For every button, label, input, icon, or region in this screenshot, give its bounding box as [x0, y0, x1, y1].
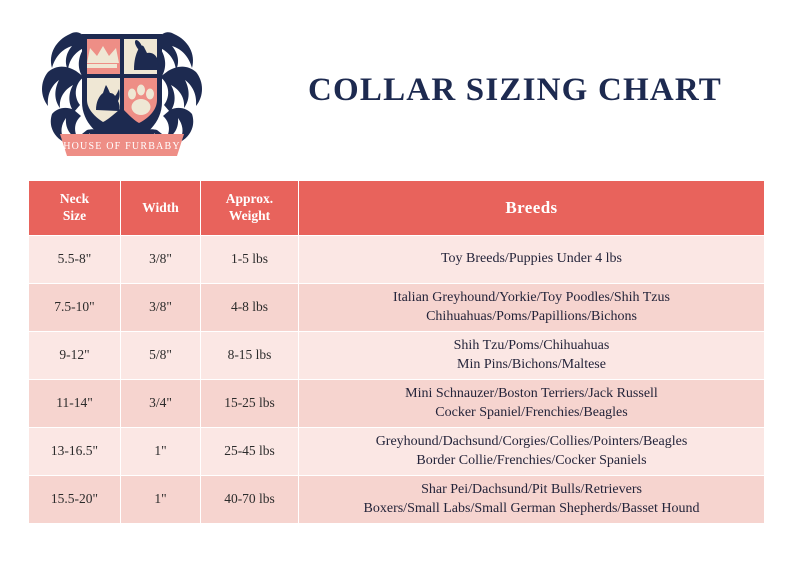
breeds-line: Greyhound/Dachsund/Corgies/Collies/Pointers/Beagles	[375, 433, 688, 449]
cell-breeds	[299, 476, 765, 524]
header-line: Size	[62, 208, 87, 223]
cell-breeds	[299, 380, 765, 428]
cell-weight: 15-25 lbs	[201, 380, 299, 428]
cell-width: 3/8"	[121, 236, 201, 284]
cell-breeds	[299, 428, 765, 476]
cell-breeds	[299, 236, 765, 284]
breeds-line: Shar Pei/Dachsund/Pit Bulls/Retrievers	[421, 481, 642, 497]
breeds-line: Italian Greyhound/Yorkie/Toy Poodles/Shih Tzus	[393, 289, 670, 305]
cell-weight: 4-8 lbs	[201, 284, 299, 332]
breeds-line: Toy Breeds/Puppies Under 4 lbs	[440, 251, 622, 267]
table-header	[29, 181, 765, 236]
table-row	[29, 332, 765, 380]
cell-neck-size: 11-14"	[29, 380, 121, 428]
cell-weight: 40-70 lbs	[201, 476, 299, 524]
table-body	[29, 236, 765, 524]
cell-width: 1"	[121, 428, 201, 476]
header-line: Neck	[59, 191, 90, 207]
table-row	[29, 236, 765, 284]
cell-neck-size: 13-16.5"	[29, 428, 121, 476]
cell-weight: 8-15 lbs	[201, 332, 299, 380]
brand-logo	[22, 10, 222, 162]
cell-width: 3/4"	[121, 380, 201, 428]
breeds-line: Border Collie/Frenchies/Cocker Spaniels	[416, 452, 647, 468]
brand-banner-text: HOUSE OF FURBABY	[63, 141, 181, 152]
cell-neck-size: 9-12"	[29, 332, 121, 380]
cell-neck-size: 7.5-10"	[29, 284, 121, 332]
column-header-width	[121, 181, 201, 236]
shield-crest-icon	[22, 10, 222, 162]
breeds-line: Shih Tzu/Poms/Chihuahuas	[453, 337, 610, 353]
collar-sizing-table	[28, 180, 765, 524]
page-header	[0, 0, 793, 170]
table-header-row	[29, 181, 765, 236]
cell-neck-size: 15.5-20"	[29, 476, 121, 524]
sizing-table-container	[28, 180, 765, 524]
cell-breeds	[299, 284, 765, 332]
table-row	[29, 284, 765, 332]
table-row	[29, 428, 765, 476]
column-header-neck-size	[29, 181, 121, 236]
column-header-approx-weight	[201, 181, 299, 236]
breeds-line: Cocker Spaniel/Frenchies/Beagles	[435, 404, 628, 420]
cell-neck-size: 5.5-8"	[29, 236, 121, 284]
table-row	[29, 380, 765, 428]
cell-weight: 1-5 lbs	[201, 236, 299, 284]
breeds-line: Mini Schnauzer/Boston Terriers/Jack Russell	[405, 385, 658, 401]
table-row	[29, 476, 765, 524]
cell-width: 5/8"	[121, 332, 201, 380]
header-line: Approx.	[225, 191, 274, 207]
header-line: Weight	[228, 208, 271, 223]
cell-width: 3/8"	[121, 284, 201, 332]
breeds-line: Chihuahuas/Poms/Papillions/Bichons	[426, 308, 637, 324]
column-header-breeds	[299, 181, 765, 236]
breeds-line: Min Pins/Bichons/Maltese	[457, 356, 606, 372]
cell-weight: 25-45 lbs	[201, 428, 299, 476]
header-line: Breeds	[505, 198, 558, 218]
page-title: COLLAR SIZING CHART	[307, 72, 723, 108]
header-line: Width	[142, 199, 179, 215]
breeds-line: Boxers/Small Labs/Small German Shepherds/Basset Hound	[363, 500, 700, 516]
cell-width: 1"	[121, 476, 201, 524]
cell-breeds	[299, 332, 765, 380]
